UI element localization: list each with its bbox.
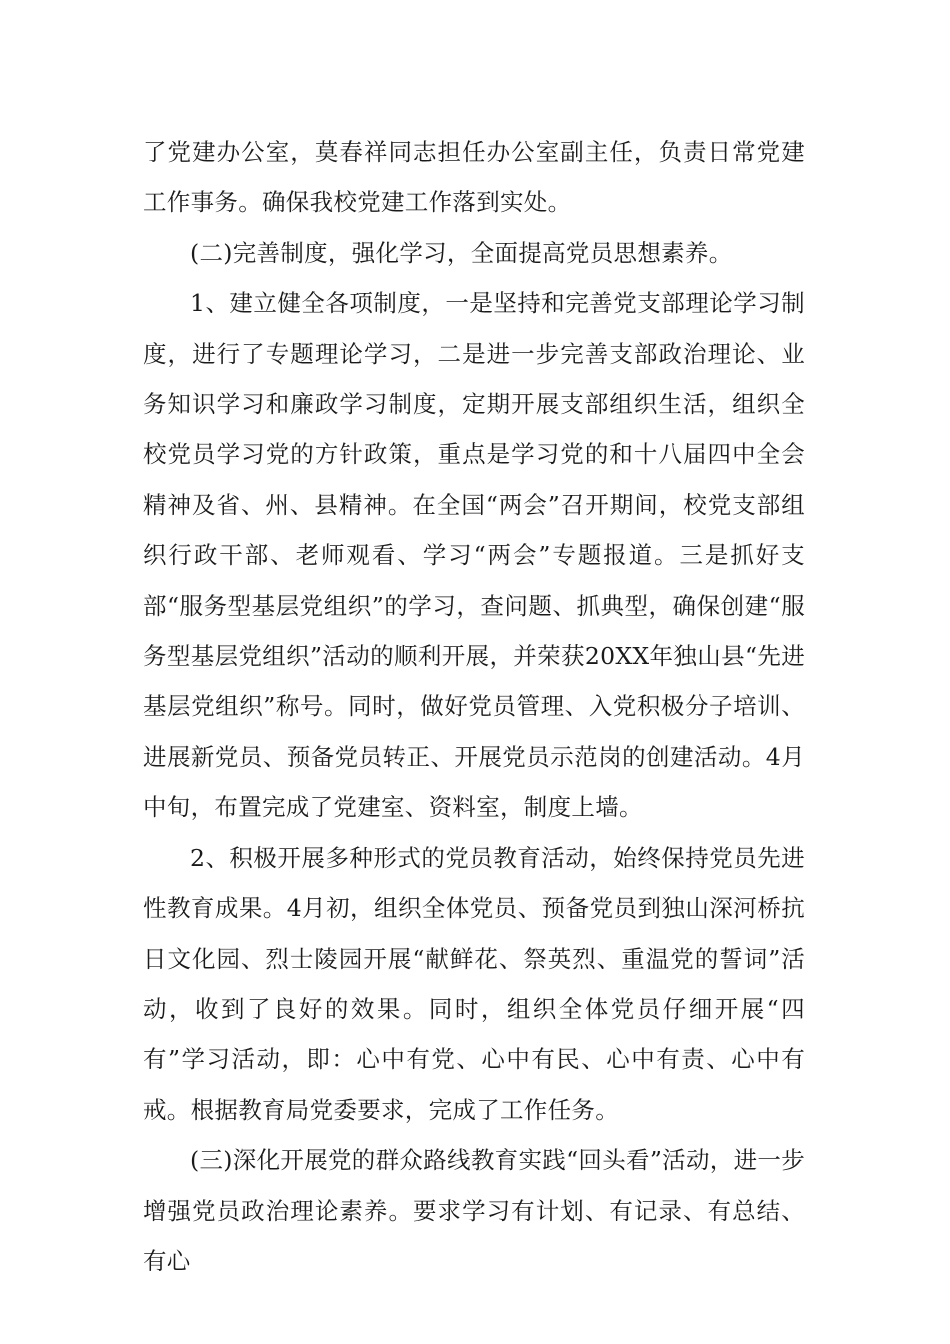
document-body [143, 127, 805, 1286]
paragraph-heading-3: (三)深化开展党的群众路线教育实践“回头看”活动，进一步增强党员政治理论素养。要求学习有计划、有记录、有总结、有心 [143, 1146, 805, 1275]
paragraph-item-2: 2、积极开展多种形式的党员教育活动，始终保持党员先进性教育成果。4月初，组织全体党员、预备党员到独山深河桥抗日文化园、烈士陵园开展“献鲜花、祭英烈、重温党的誓词”活动，收到了良好的效果。同时，组织全体党员仔细开展“四有”学习活动，即：心中有党、心中有民、心中有责、心中有戒。根据教育局党委要求，完成了工作任务。 [143, 843, 805, 1124]
paragraph-item-1: 1、建立健全各项制度，一是坚持和完善党支部理论学习制度，进行了专题理论学习，二是进一步完善支部政治理论、业务知识学习和廉政学习制度，定期开展支部组织生活，组织全校党员学习党的方针政策，重点是学习党的和十八届四中全会精神及省、州、县精神。在全国“两会”召开期间，校党支部组织行政干部、老师观看、学习“两会”专题报道。三是抓好支部“服务型基层党组织”的学习，查问题、抓典型，确保创建“服务型基层党组织”活动的顺利开展，并荣获20XX年独山县“先进基层党组织”称号。同时，做好党员管理、入党积极分子培训、进展新党员、预备党员转正、开展党员示范岗的创建活动。4月中旬，布置完成了党建室、资料室，制度上墙。 [143, 289, 805, 822]
paragraph-continuation: 了党建办公室，莫春祥同志担任办公室副主任，负责日常党建工作事务。确保我校党建工作落到实处。 [143, 138, 805, 217]
paragraph-heading-2: (二)完善制度，强化学习，全面提高党员思想素养。 [190, 238, 733, 267]
